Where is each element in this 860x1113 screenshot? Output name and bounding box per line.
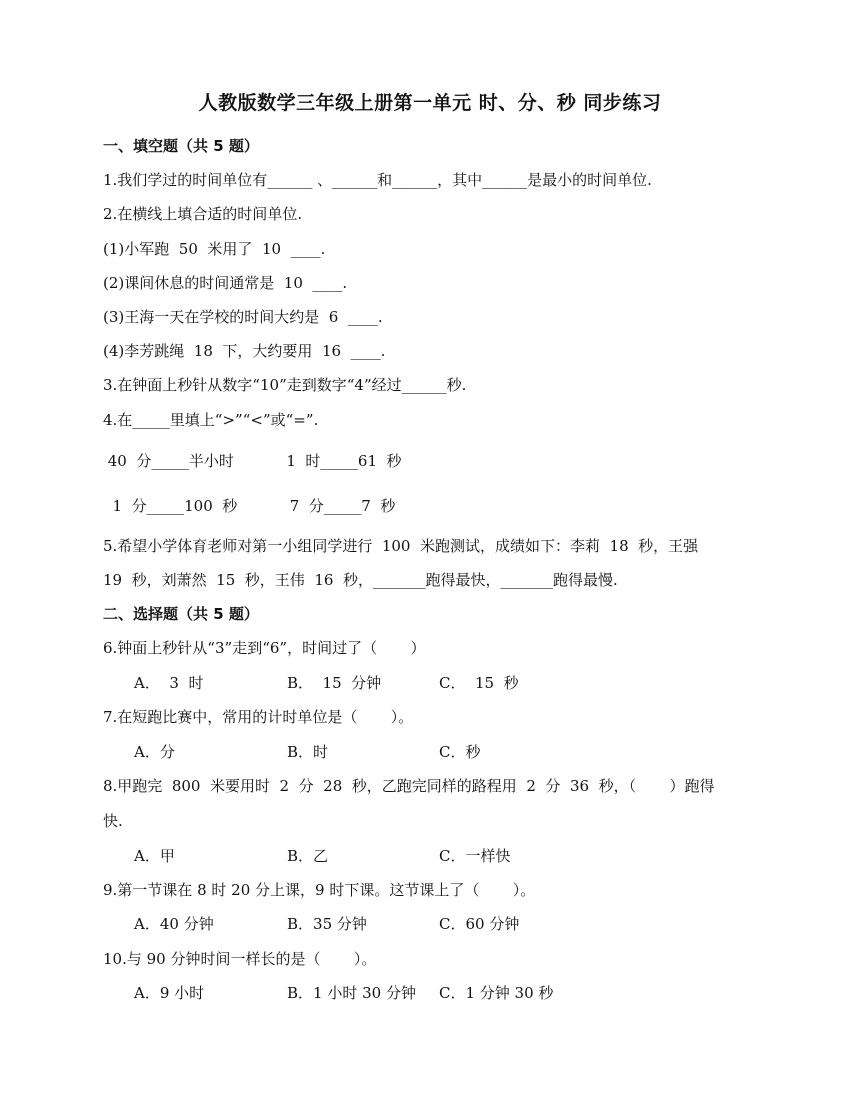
question-6-option-b: B． 15 分钟	[287, 674, 382, 692]
question-8-line-2: 快.	[103, 812, 123, 830]
question-10-option-c: C．1 分钟 30 秒	[439, 984, 554, 1002]
question-4-row-1: 40 分_____半小时 1 时_____61 秒	[103, 452, 402, 470]
question-10-option-a: A．9 小时	[134, 984, 205, 1002]
question-2-part-1: (1)小军跑 50 米用了 10 ____.	[103, 240, 326, 258]
question-1: 1.我们学过的时间单位有______ 、______和______，其中______是最小的时间单位.	[103, 171, 652, 189]
question-5-line-1: 5.希望小学体育老师对第一小组同学进行 100 米跑测试，成绩如下：李莉 18 秒，王强	[103, 537, 699, 555]
question-7: 7.在短跑比赛中，常用的计时单位是（ ）。	[103, 708, 414, 726]
section2-heading: 二、选择题（共 5 题）	[103, 605, 259, 623]
question-2-part-3: (3)王海一天在学校的时间大约是 6 ____.	[103, 308, 383, 326]
question-9-option-c: C．60 分钟	[439, 915, 520, 933]
question-5-line-2: 19 秒，刘萧然 15 秒，王伟 16 秒，_______跑得最快，_______跑得最慢.	[103, 571, 618, 589]
question-10-option-b: B．1 小时 30 分钟	[287, 984, 416, 1002]
question-3: 3.在钟面上秒针从数字“10”走到数字“4”经过______秒.	[103, 376, 467, 394]
question-9-option-a: A．40 分钟	[134, 915, 214, 933]
question-10: 10.与 90 分钟时间一样长的是（ ）。	[103, 950, 377, 968]
question-9-option-b: B．35 分钟	[287, 915, 367, 933]
section1-heading: 一、填空题（共 5 题）	[103, 137, 259, 155]
question-7-option-a: A．分	[134, 743, 175, 761]
question-8-option-a: A．甲	[134, 847, 175, 865]
question-8-line-1: 8.甲跑完 800 米要用时 2 分 28 秒，乙跑完同样的路程用 2 分 36 秒，（ ）跑得	[103, 777, 715, 795]
question-4-row-2: 1 分_____100 秒 7 分_____7 秒	[103, 497, 396, 515]
question-7-option-b: B．时	[287, 743, 329, 761]
question-2: 2.在横线上填合适的时间单位.	[103, 205, 303, 223]
question-7-option-c: C．秒	[439, 743, 481, 761]
question-6-option-c: C． 15 秒	[439, 674, 519, 692]
page-title: 人教版数学三年级上册第一单元 时、分、秒 同步练习	[198, 92, 662, 114]
question-8-option-c: C．一样快	[439, 847, 511, 865]
question-2-part-2: (2)课间休息的时间通常是 10 ____.	[103, 274, 348, 292]
question-8-option-b: B．乙	[287, 847, 329, 865]
question-9: 9.第一节课在 8 时 20 分上课，9 时下课。这节课上了（ ）。	[103, 881, 536, 899]
question-6-option-a: A． 3 时	[134, 674, 204, 692]
question-4: 4.在_____里填上“>”“<”或“=”.	[103, 411, 319, 429]
question-2-part-4: (4)李芳跳绳 18 下，大约要用 16 ____.	[103, 342, 386, 360]
question-6: 6.钟面上秒针从“3”走到“6”，时间过了（ ）	[103, 639, 426, 657]
